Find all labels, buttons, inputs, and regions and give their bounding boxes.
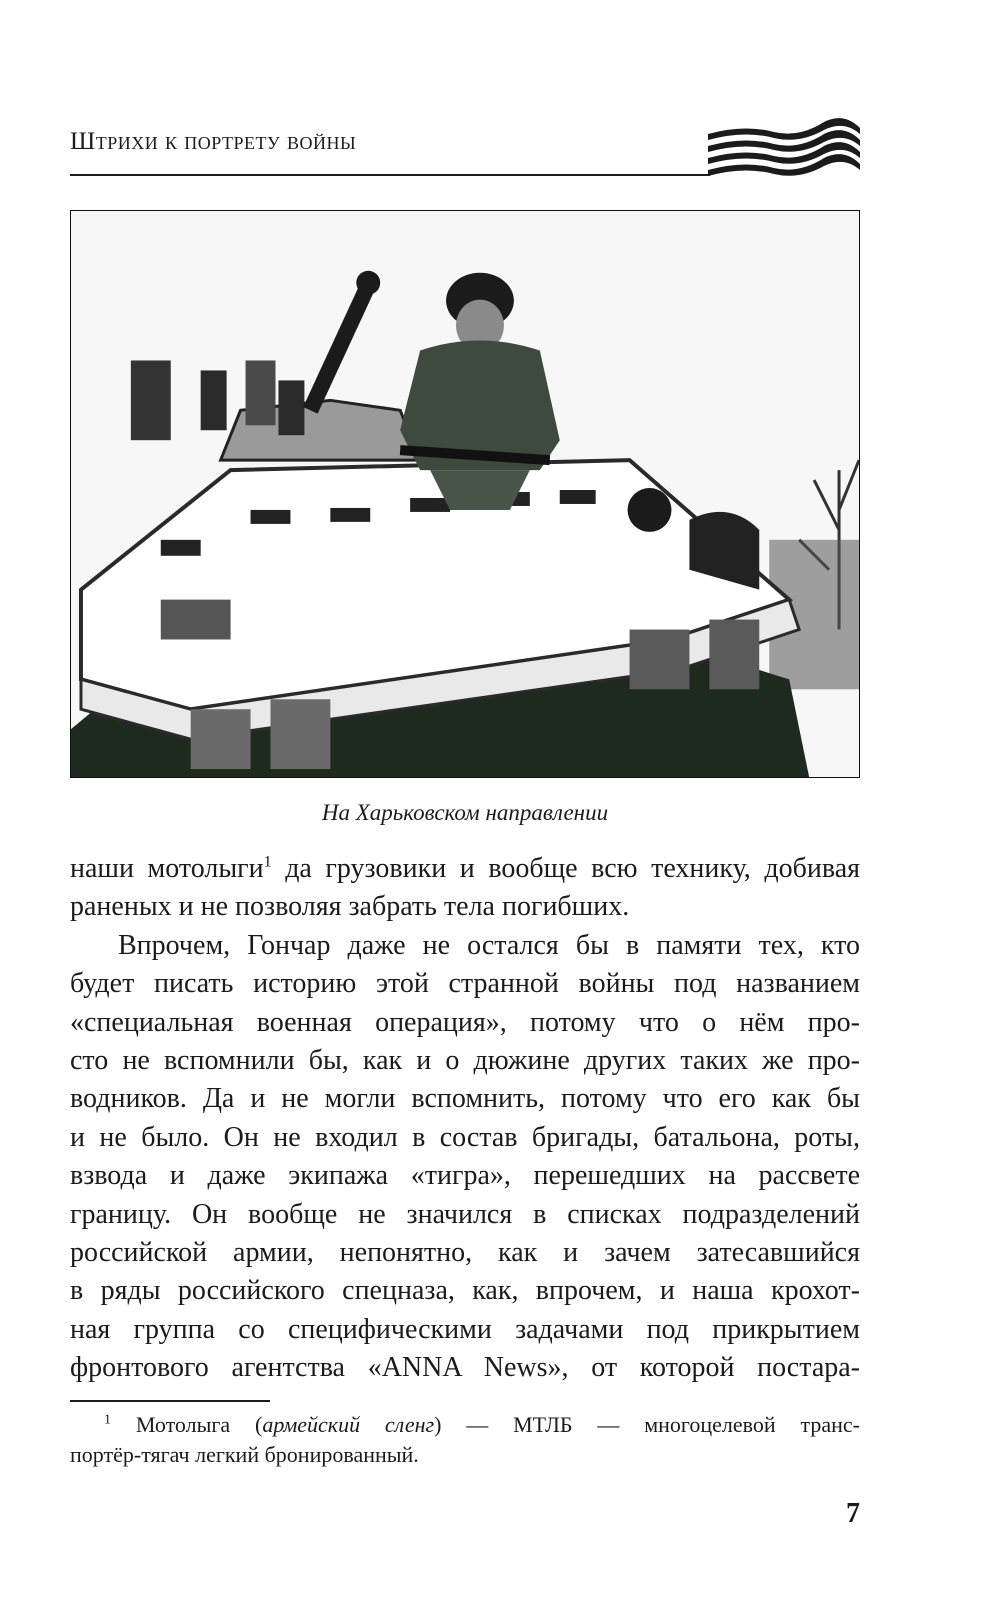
paragraph-2: Впрочем, Гончар даже не остался бы в памяти тех, кто будет писать историю этой странной войны под названием «специальная военная операция», потому что о нём про- сто не вспомнили бы, как и о дюжине других таких же про- водников. Да и не могли вспомнить, потому что его как бы и не было. Он не входил в состав бригады, батальона, роты, взвода и даже экипажа «тигра», перешедших на рассвете границу. Он вообще не значился в списках подразделений российской армии, непонятно, как и зачем затесавшийся в ряды российского спецназа, как, впрочем, и наша крохот- ная группа со специфическими задачами под прикрытием фронтового агентства «ANNA News», от которой постара- xyxy=(70,929,860,1384)
footnote: $^1$ Мотолыга (армейский сленг) — МТЛБ — многоцелевой транс- портёр-тягач легкий бронированный. xyxy=(70,1412,860,1467)
paragraph-1: наши мотолыги$^1$ да грузовики и вообще всю технику, добивая раненых и не позволяя забрать тела погибших. xyxy=(70,853,860,923)
photo-soldier-on-armored-vehicle xyxy=(70,210,860,778)
running-head: Штрихи к портрету войны xyxy=(70,128,357,155)
ribbon-flag-icon xyxy=(704,114,864,184)
footnote-mark: 1 xyxy=(263,853,272,871)
footnote-rule xyxy=(70,1400,270,1402)
running-head-rule xyxy=(70,174,710,176)
photo-caption: На Харьковском направлении xyxy=(321,800,609,825)
body-text xyxy=(70,850,860,1388)
page-number: 7 xyxy=(846,1498,860,1529)
